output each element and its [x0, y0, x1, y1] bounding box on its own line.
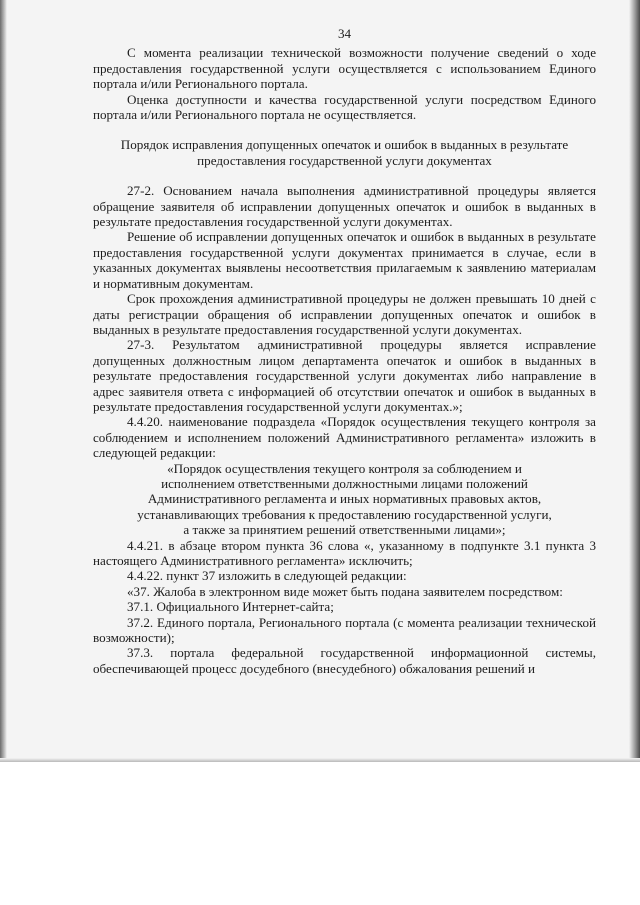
page-content — [93, 26, 596, 676]
paragraph-37-2: 37.2. Единого портала, Регионального портала (с момента реализации технической возможности); — [93, 614, 596, 646]
paragraph-monitoring: С момента реализации технической возможности получение сведений о ходе предоставления государственной услуги осуществляется с использованием Единого портала и/или Регионального портала. — [93, 45, 596, 92]
paragraph-4-4-21: 4.4.21. в абзаце втором пункта 36 слова «, указанному в подпункте 3.1 пункта 3 настоящего Административного регламента» исключить; — [93, 537, 596, 568]
paragraph-37-3: 37.3. портала федеральной государственной информационной системы, обеспечивающей процесс досудебного (внесудебного) обжалования решений и — [93, 645, 596, 676]
page-number: 34 — [337, 26, 352, 41]
paragraph-27-3: 27-3. Результатом административной процедуры является исправление допущенных должностным лицом департамента опечаток и ошибок в выданных в результате предоставления государственной услуги документах либо направление в адрес заявителя ответа с информацией об отсутствии опечаток и ошибок в выданных в результате предоставления государственной услуги документах.»; — [93, 337, 596, 414]
paragraph-37: «37. Жалоба в электронном виде может быть подана заявителем посредством: — [127, 583, 563, 599]
section-heading: Порядок исправления допущенных опечаток и ошибок в выданных в результате предоставления государственной услуги документах — [120, 137, 569, 168]
spacer — [93, 122, 596, 137]
paragraph-4-4-20: 4.4.20. наименование подраздела «Порядок осуществления текущего контроля за соблюдением и исполнением положений Административного регламента» изложить в следующей редакции: — [93, 414, 596, 461]
paragraph-37-1: 37.1. Официального Интернет-сайта; — [127, 599, 334, 615]
page-left-shadow — [0, 0, 7, 762]
spacer — [93, 168, 596, 183]
paragraph-deadline: Срок прохождения административной процедуры не должен превышать 10 дней с даты регистрации обращения об исправлении допущенных опечаток и ошибок в выданных в результате предоставления государственной услуги документах. — [93, 291, 596, 337]
page-bottom-edge — [0, 758, 640, 762]
paragraph-quality-assessment: Оценка доступности и качества государственной услуги посредством Единого портала и/или Регионального портала не осуществляется. — [93, 91, 596, 123]
paragraph-correction-decision: Решение об исправлении допущенных опечаток и ошибок в выданных в результате предоставления государственной услуги документах принимается в случае, если в указанных документах выявлены несоответствия прилагаемым к заявлению материалам и нормативным документам. — [93, 229, 596, 291]
page-right-shadow — [629, 0, 640, 762]
paragraph-27-2: 27-2. Основанием начала выполнения административной процедуры является обращение заявителя об исправлении допущенных опечаток и ошибок в выданных в результате предоставления государственной услуги документах. — [93, 183, 596, 230]
paragraph-4-4-22: 4.4.22. пункт 37 изложить в следующей редакции: — [127, 568, 407, 584]
quoted-subsection-title: «Порядок осуществления текущего контроля за соблюдением и исполнением ответственными должностными лицами положений Административного регламента и иных нормативных правовых актов, устанавливающих требования к предоставлению государственной услуги, а также за принятием решений ответственными лицами»; — [137, 460, 552, 538]
